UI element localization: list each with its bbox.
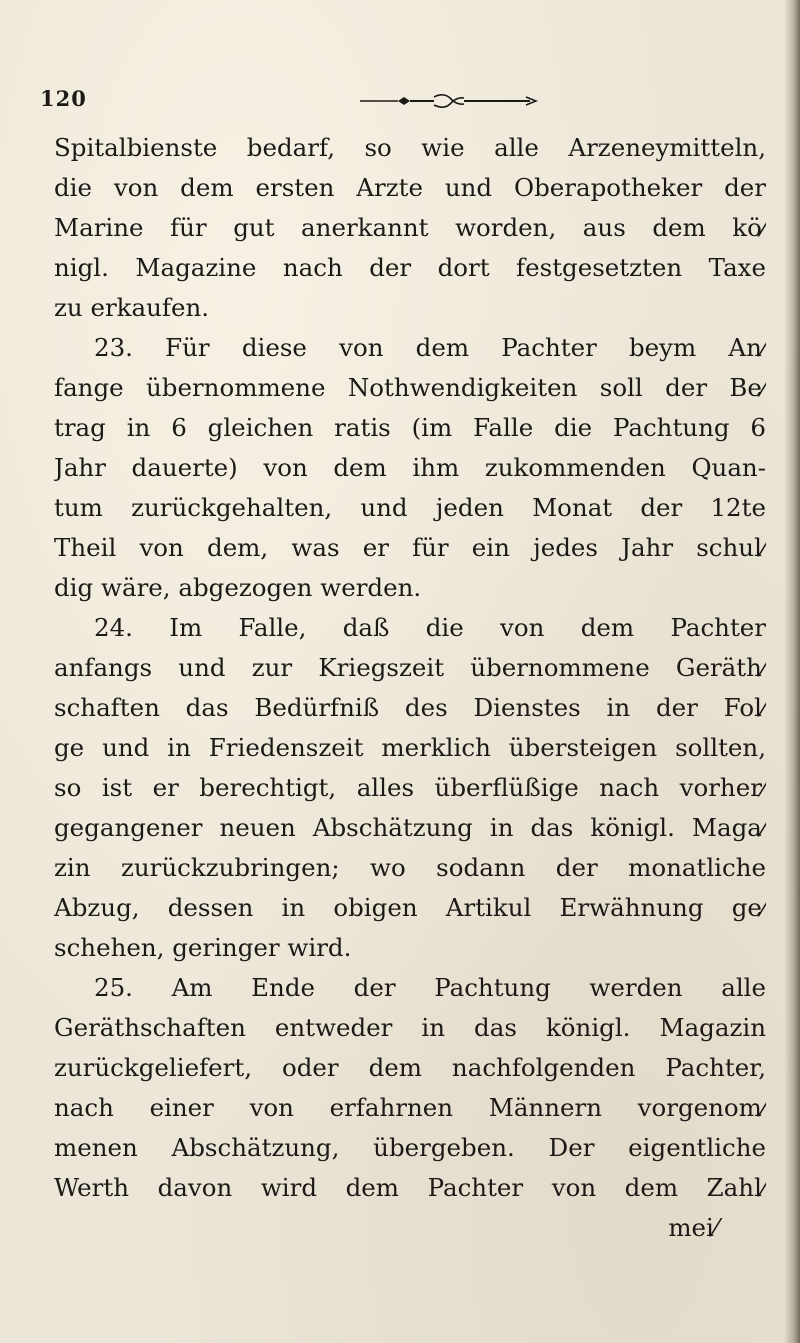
text-line: tum zurückgehalten, und jeden Monat der 12te [54, 493, 766, 522]
text-line: so ist er berechtigt, alles überflüßige nach vorher⁄ [54, 773, 766, 802]
text-line: 25. Am Ende der Pachtung werden alle [94, 973, 766, 1002]
text-line: schehen, geringer wird. [54, 933, 352, 962]
text-line: 23. Für diese von dem Pachter beym An⁄ [94, 333, 766, 362]
text-line: zu erkaufen. [54, 293, 210, 322]
page-edge-shadow [784, 0, 800, 1343]
text-block [54, 128, 766, 1248]
text-line: nach einer von erfahrnen Männern vorgenom⁄ [54, 1093, 766, 1122]
text-line: ge und in Friedenszeit merklich übersteigen sollten, [54, 733, 766, 762]
text-line: Jahr dauerte) von dem ihm zukommenden Quan- [54, 453, 766, 482]
text-line: die von dem ersten Arzte und Oberapotheker der [54, 173, 766, 202]
text-line: trag in 6 gleichen ratis (im Falle die Pachtung 6 [54, 413, 766, 442]
text-line: Spitalbienste bedarf, so wie alle Arzeneymitteln, [54, 133, 766, 162]
text-line: gegangener neuen Abschätzung in das königl. Maga⁄ [54, 813, 766, 842]
text-line: schaften das Bedürfniß des Dienstes in der Fol⁄ [54, 693, 766, 722]
text-line: zurückgeliefert, oder dem nachfolgenden Pachter, [54, 1053, 766, 1082]
text-line: Werth davon wird dem Pachter von dem Zahl⁄ [54, 1173, 766, 1202]
text-line: Marine für gut anerkannt worden, aus dem kö⁄ [54, 213, 766, 242]
header-ornament-icon [358, 94, 538, 108]
text-line: Abzug, dessen in obigen Artikul Erwähnung ge⁄ [54, 893, 766, 922]
text-line: 24. Im Falle, daß die von dem Pachter [94, 613, 766, 642]
text-line: dig wäre, abgezogen werden. [54, 573, 422, 602]
page-number: 120 [40, 86, 87, 111]
text-line: menen Abschätzung, übergeben. Der eigentliche [54, 1133, 766, 1162]
catchword: mei⁄ [668, 1213, 718, 1242]
text-line: Theil von dem, was er für ein jedes Jahr schul⁄ [54, 533, 766, 562]
text-line: nigl. Magazine nach der dort festgesetzten Taxe [54, 253, 766, 282]
text-line: anfangs und zur Kriegszeit übernommene Geräth⁄ [54, 653, 766, 682]
text-line: Geräthschaften entweder in das königl. Magazin [54, 1013, 766, 1042]
text-line: fange übernommene Nothwendigkeiten soll der Be⁄ [54, 373, 766, 402]
page-header [40, 86, 760, 116]
text-line: zin zurückzubringen; wo sodann der monatliche [54, 853, 766, 882]
